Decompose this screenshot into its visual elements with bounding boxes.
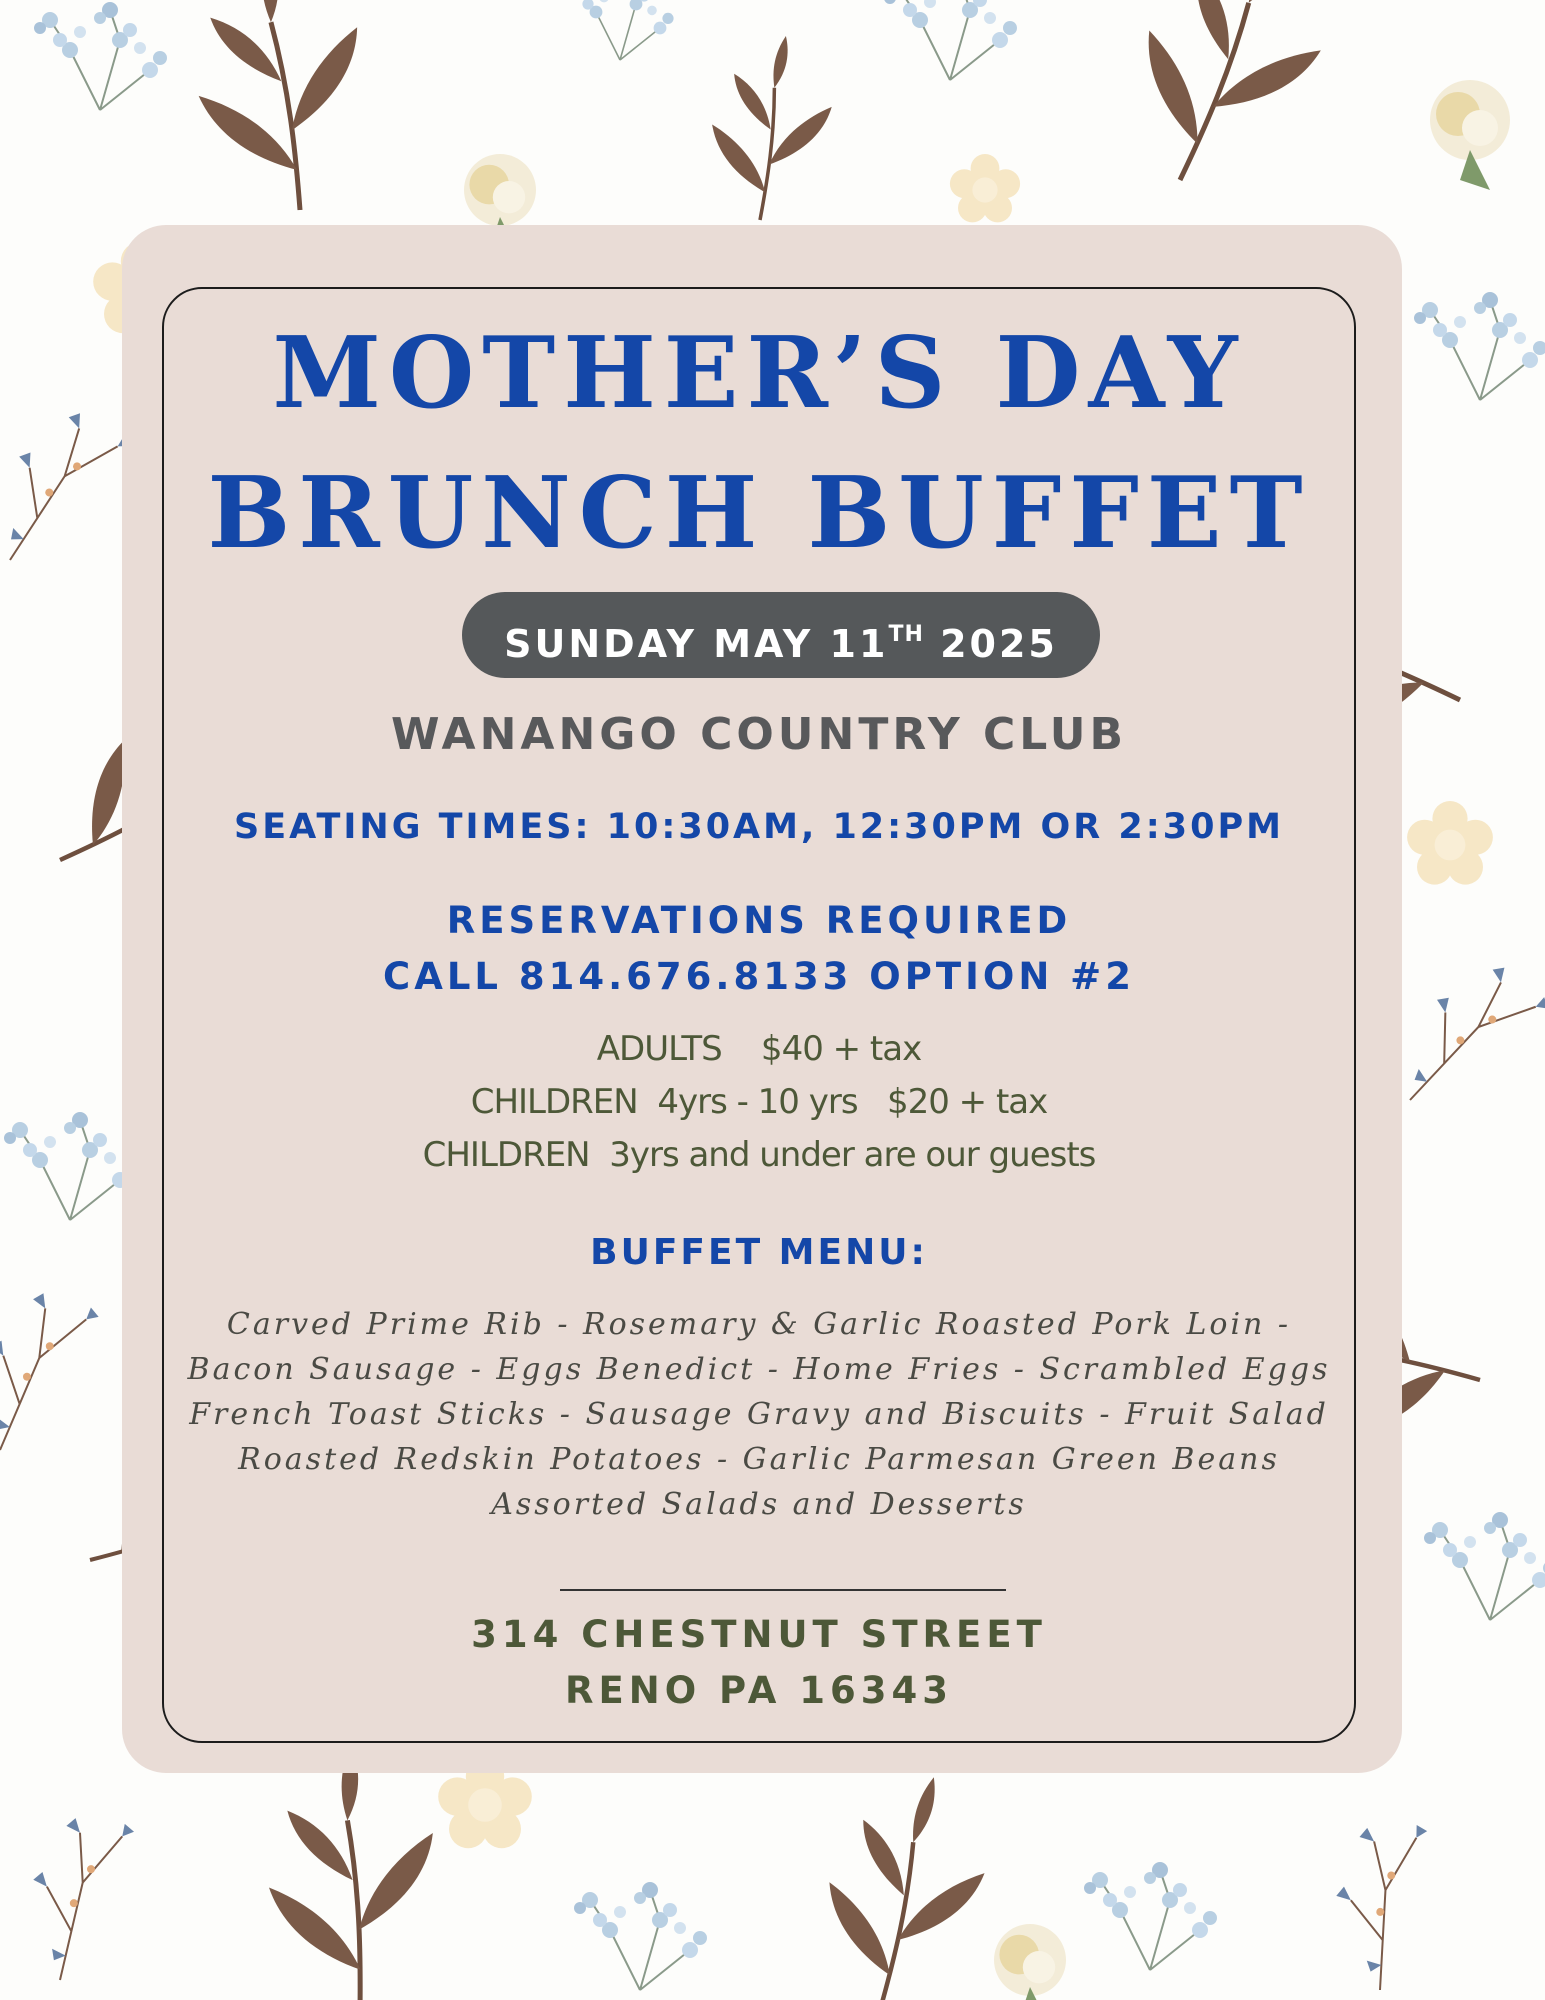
address <box>162 1607 1356 1719</box>
address-city: RENO PA 16343 <box>564 1669 954 1712</box>
menu-line: Bacon Sausage - Eggs Benedict - Home Fries - Scrambled Eggs <box>187 1352 1331 1387</box>
seating-times: SEATING TIMES: 10:30AM, 12:30PM OR 2:30PM <box>234 807 1284 847</box>
reservations-phone: CALL 814.676.8133 OPTION #2 <box>383 955 1135 998</box>
date-badge <box>462 592 1100 678</box>
flyer-content <box>162 287 1356 1743</box>
menu-items <box>162 1302 1356 1527</box>
menu-line: Assorted Salads and Desserts <box>491 1487 1027 1522</box>
date-year: 2025 <box>940 622 1058 666</box>
price-list <box>162 1023 1356 1182</box>
price-children-4-10: CHILDREN 4yrs - 10 yrs $20 + tax <box>470 1082 1048 1122</box>
menu-line: French Toast Sticks - Sausage Gravy and Biscuits - Fruit Salad <box>189 1397 1329 1432</box>
venue-name: WANANGO COUNTRY CLUB <box>390 709 1128 760</box>
address-street: 314 CHESTNUT STREET <box>471 1613 1047 1656</box>
menu-line: Carved Prime Rib - Rosemary & Garlic Roasted Pork Loin - <box>226 1307 1292 1342</box>
reservations-required: RESERVATIONS REQUIRED <box>446 899 1072 942</box>
price-children-3-under: CHILDREN 3yrs and under are our guests <box>422 1135 1096 1175</box>
date-suffix: TH <box>888 622 924 647</box>
menu-heading: BUFFET MENU: <box>590 1232 928 1273</box>
title-line-2: BRUNCH BUFFET <box>207 456 1311 571</box>
reservations <box>162 893 1356 1005</box>
title-line-1: MOTHER’S DAY <box>272 316 1246 431</box>
menu-line: Roasted Redskin Potatoes - Garlic Parmesan Green Beans <box>238 1442 1280 1477</box>
date-text: SUNDAY MAY 11 <box>504 622 889 666</box>
divider <box>560 1589 1006 1591</box>
price-adults: ADULTS $40 + tax <box>596 1029 922 1069</box>
